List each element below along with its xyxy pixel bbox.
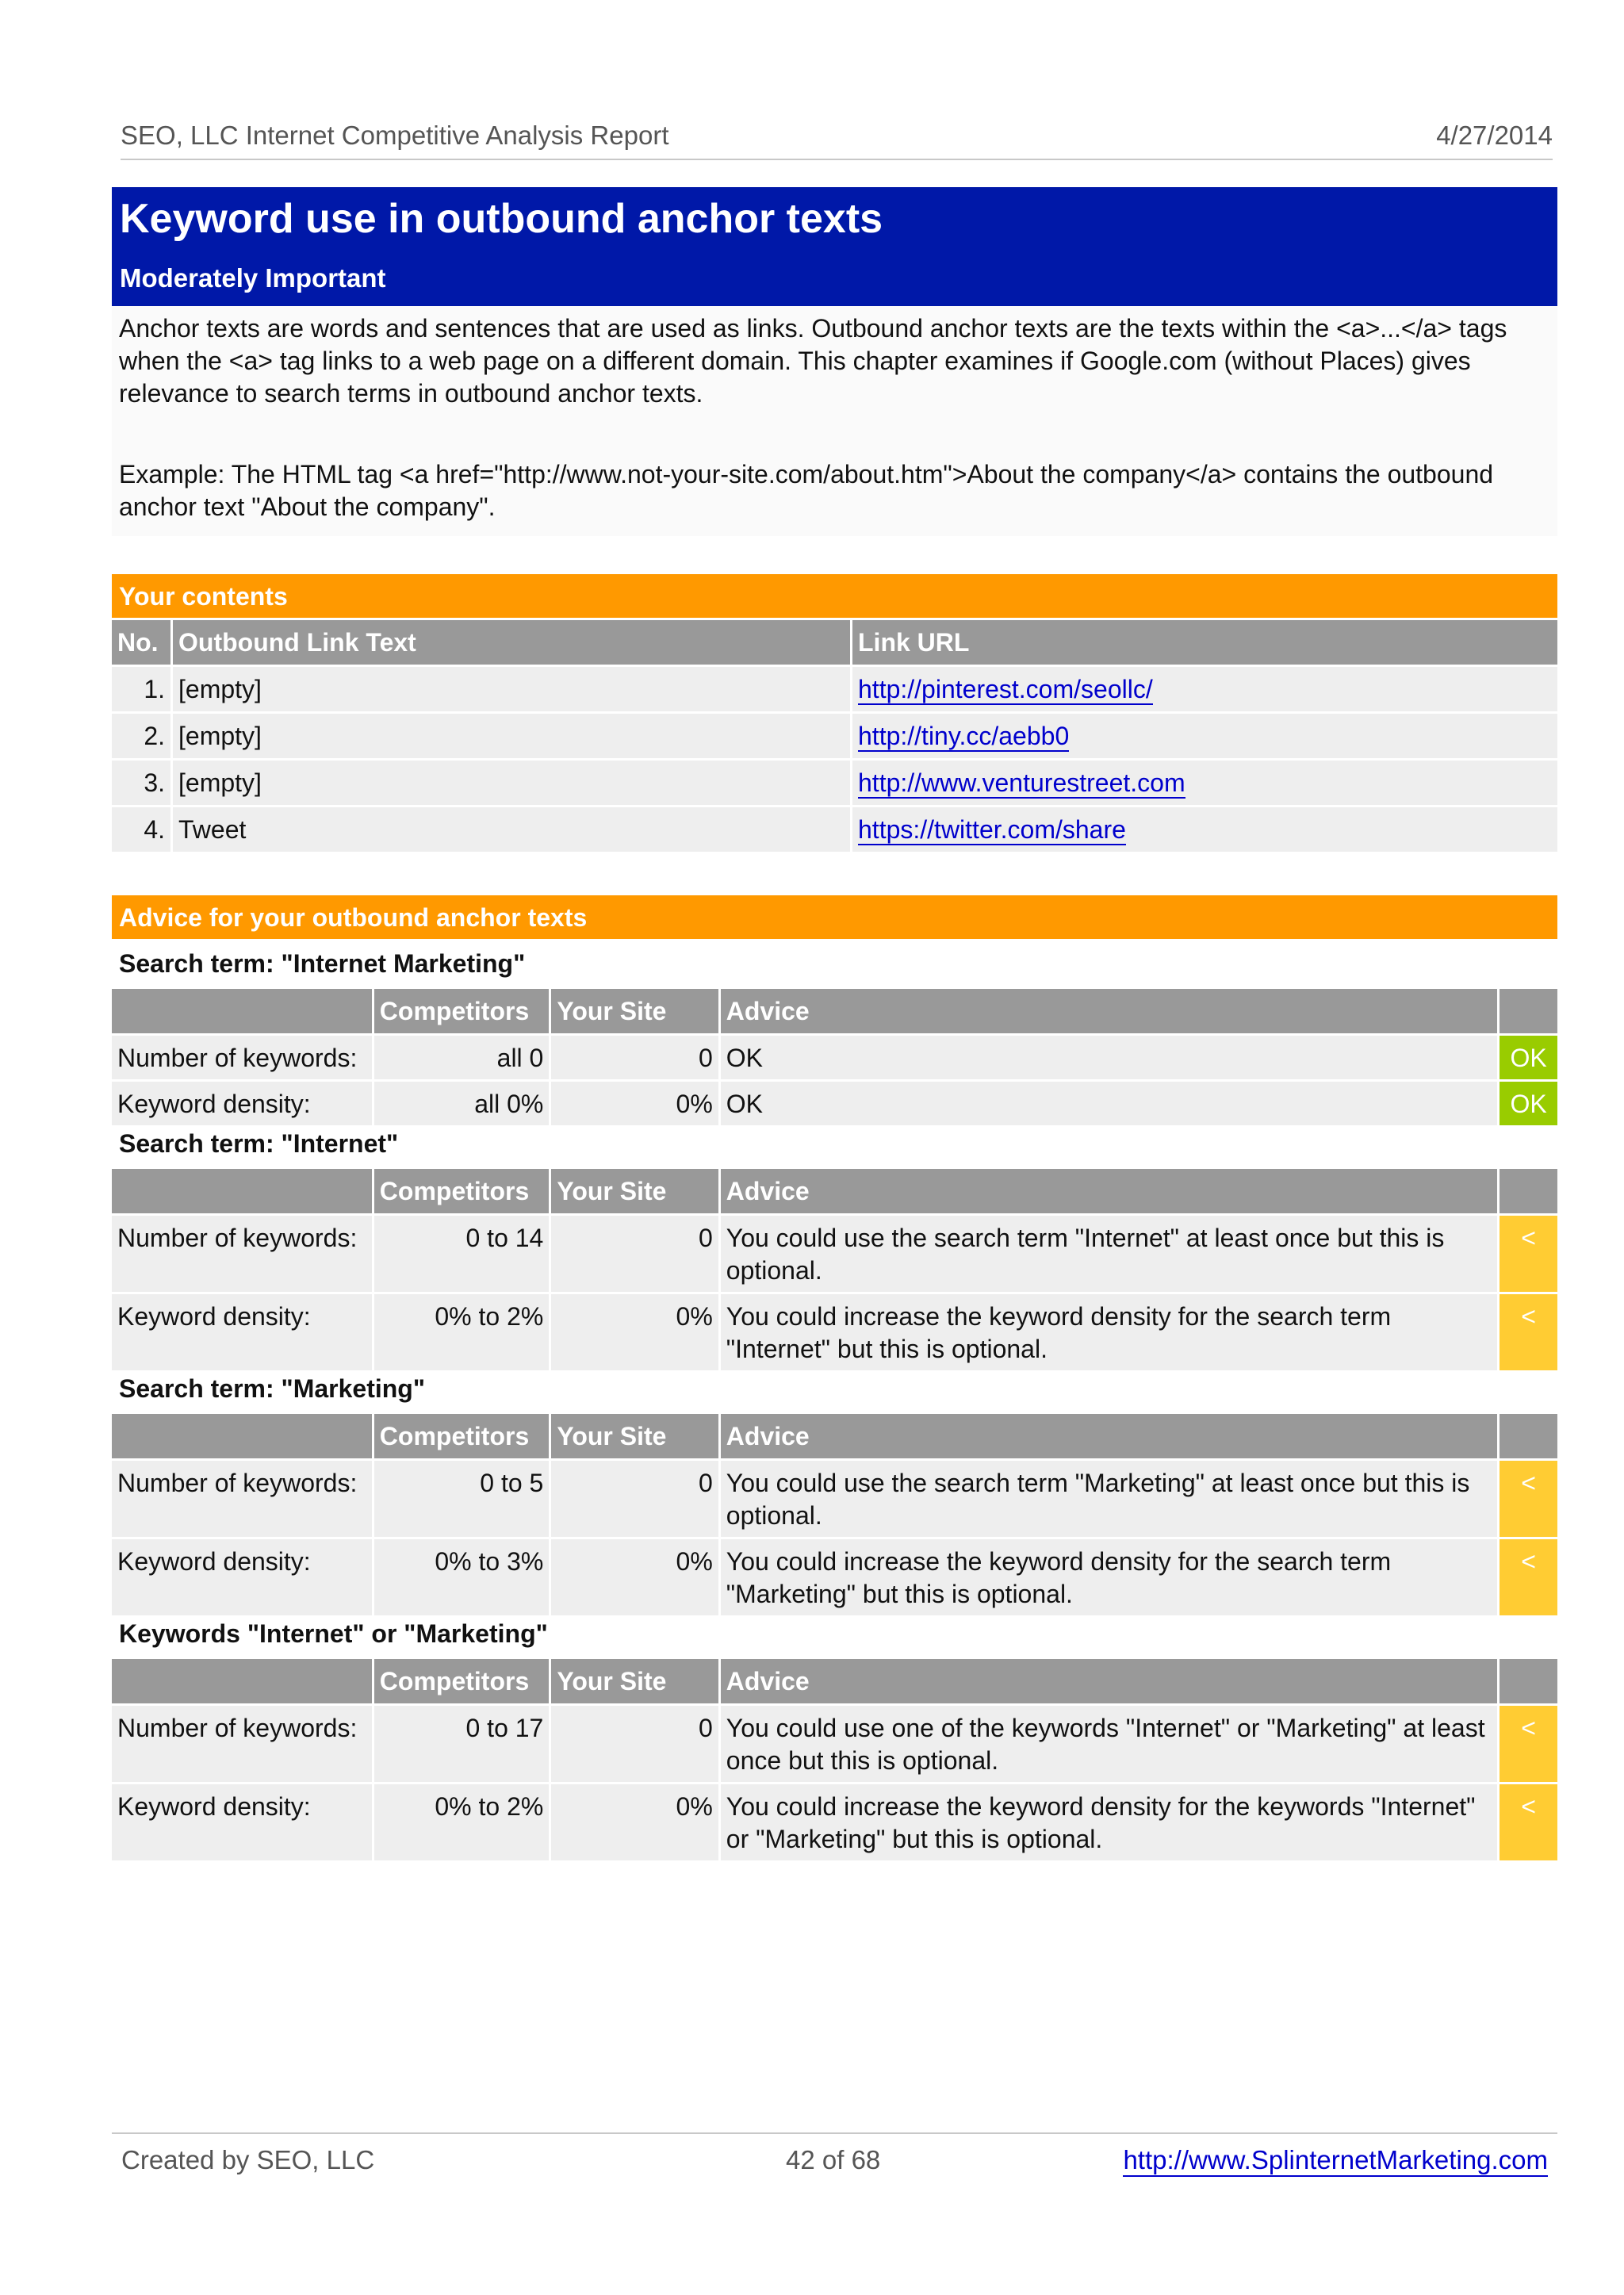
advice-text: You could use one of the keywords "Internet" or "Marketing" at least once but this is optional.: [721, 1706, 1497, 1782]
blank-header: [112, 1414, 372, 1458]
intro-block: [112, 306, 1557, 536]
table-row: [112, 714, 1557, 758]
col-advice: Advice: [721, 1414, 1497, 1458]
status-badge: <: [1500, 1539, 1557, 1615]
table-row: [112, 1082, 1557, 1125]
status-badge: OK: [1500, 1036, 1557, 1079]
table-row: [112, 1784, 1557, 1860]
table-row: [112, 1539, 1557, 1615]
status-badge: <: [1500, 1294, 1557, 1370]
status-badge: OK: [1500, 1082, 1557, 1125]
col-competitors: Competitors: [374, 1414, 550, 1458]
advice-table: [109, 1412, 1560, 1618]
row-number: 1.: [112, 667, 170, 711]
search-term-label: Search term: "Marketing": [119, 1374, 426, 1403]
page-number: 42 of 68: [786, 2145, 881, 2174]
col-competitors: Competitors: [374, 989, 550, 1033]
advice-heading: [112, 895, 1557, 939]
your-site-value: 0%: [551, 1082, 718, 1125]
your-contents-heading-text: Your contents: [119, 582, 288, 611]
blank-header: [1500, 1414, 1557, 1458]
your-contents-heading: [112, 574, 1557, 618]
intro-paragraph: Anchor texts are words and sentences that are used as links. Outbound anchor texts are the texts within the <a>...</a> tags when the <a> tag links to a web page on a different domain. This chapter examines if Google.com (without Places) gives relevance to search terms in outbound anchor texts.: [119, 314, 1507, 408]
competitors-value: 0 to 14: [374, 1216, 550, 1292]
metric-label: Number of keywords:: [112, 1216, 372, 1292]
metric-label: Keyword density:: [112, 1082, 372, 1125]
section-title-block: [112, 187, 1557, 306]
contents-header-row: [112, 620, 1557, 665]
link-url[interactable]: http://www.venturestreet.com: [858, 768, 1185, 797]
your-site-value: 0%: [551, 1539, 718, 1615]
blank-header: [1500, 989, 1557, 1033]
advice-table: [109, 1657, 1560, 1863]
metric-label: Number of keywords:: [112, 1461, 372, 1537]
link-text: [empty]: [173, 714, 850, 758]
table-row: [112, 1706, 1557, 1782]
col-your-site: Your Site: [551, 989, 718, 1033]
search-term-label: Keywords "Internet" or "Marketing": [119, 1619, 548, 1648]
col-advice: Advice: [721, 1659, 1497, 1703]
table-row: [112, 807, 1557, 852]
metric-label: Keyword density:: [112, 1294, 372, 1370]
competitors-value: 0% to 3%: [374, 1539, 550, 1615]
report-date: 4/27/2014: [1436, 121, 1553, 150]
col-competitors: Competitors: [374, 1169, 550, 1213]
advice-text: OK: [721, 1082, 1497, 1125]
search-term-label: Search term: "Internet": [119, 1129, 399, 1158]
col-your-site: Your Site: [551, 1414, 718, 1458]
advice-text: OK: [721, 1036, 1497, 1079]
page-header: [121, 117, 1553, 160]
col-advice: Advice: [721, 989, 1497, 1033]
advice-text: You could use the search term "Internet" at least once but this is optional.: [721, 1216, 1497, 1292]
competitors-value: 0% to 2%: [374, 1294, 550, 1370]
table-row: [112, 1036, 1557, 1079]
col-link-url: Link URL: [852, 620, 1557, 665]
link-text: [empty]: [173, 761, 850, 805]
table-row: [112, 1461, 1557, 1537]
row-number: 2.: [112, 714, 170, 758]
metric-label: Keyword density:: [112, 1539, 372, 1615]
table-row: [112, 1216, 1557, 1292]
your-site-value: 0: [551, 1706, 718, 1782]
link-url[interactable]: https://twitter.com/share: [858, 814, 1126, 844]
col-your-site: Your Site: [551, 1169, 718, 1213]
status-badge: <: [1500, 1706, 1557, 1782]
col-link-text: Outbound Link Text: [173, 620, 850, 665]
page-footer: [112, 2132, 1557, 2182]
status-badge: <: [1500, 1461, 1557, 1537]
col-advice: Advice: [721, 1169, 1497, 1213]
contents-table: [109, 618, 1560, 854]
col-competitors: Competitors: [374, 1659, 550, 1703]
blank-header: [1500, 1659, 1557, 1703]
competitors-value: all 0%: [374, 1082, 550, 1125]
footer-website-link[interactable]: http://www.SplinternetMarketing.com: [1123, 2145, 1548, 2177]
col-your-site: Your Site: [551, 1659, 718, 1703]
advice-table: [109, 987, 1560, 1128]
advice-text: You could use the search term "Marketing" at least once but this is optional.: [721, 1461, 1497, 1537]
blank-header: [112, 989, 372, 1033]
competitors-value: 0% to 2%: [374, 1784, 550, 1860]
your-site-value: 0%: [551, 1784, 718, 1860]
example-paragraph: Example: The HTML tag <a href="http://www.not-your-site.com/about.htm">About the company</a> contains the outbound anchor text "About the company".: [119, 460, 1494, 521]
link-url[interactable]: http://pinterest.com/seollc/: [858, 674, 1153, 703]
advice-text: You could increase the keyword density for the keywords "Internet" or "Marketing" but this is optional.: [721, 1784, 1497, 1860]
blank-header: [1500, 1169, 1557, 1213]
report-title: SEO, LLC Internet Competitive Analysis Report: [121, 121, 669, 150]
advice-heading-text: Advice for your outbound anchor texts: [119, 903, 588, 932]
row-number: 3.: [112, 761, 170, 805]
advice-table: [109, 1167, 1560, 1373]
footer-created-by: Created by SEO, LLC: [121, 2145, 375, 2174]
blank-header: [112, 1659, 372, 1703]
competitors-value: 0 to 17: [374, 1706, 550, 1782]
link-text: [empty]: [173, 667, 850, 711]
your-site-value: 0: [551, 1036, 718, 1079]
competitors-value: 0 to 5: [374, 1461, 550, 1537]
table-row: [112, 761, 1557, 805]
table-row: [112, 667, 1557, 711]
link-text: Tweet: [173, 807, 850, 852]
col-no: No.: [112, 620, 170, 665]
search-term-label: Search term: "Internet Marketing": [119, 949, 526, 978]
your-site-value: 0%: [551, 1294, 718, 1370]
status-badge: <: [1500, 1784, 1557, 1860]
link-url[interactable]: http://tiny.cc/aebb0: [858, 721, 1070, 750]
your-site-value: 0: [551, 1216, 718, 1292]
metric-label: Keyword density:: [112, 1784, 372, 1860]
table-row: [112, 1294, 1557, 1370]
advice-text: You could increase the keyword density for the search term "Marketing" but this is optional.: [721, 1539, 1497, 1615]
metric-label: Number of keywords:: [112, 1706, 372, 1782]
blank-header: [112, 1169, 372, 1213]
row-number: 4.: [112, 807, 170, 852]
advice-text: You could increase the keyword density for the search term "Internet" but this is optional.: [721, 1294, 1497, 1370]
importance-label: Moderately Important: [120, 263, 386, 293]
metric-label: Number of keywords:: [112, 1036, 372, 1079]
section-title: Keyword use in outbound anchor texts: [120, 196, 883, 242]
status-badge: <: [1500, 1216, 1557, 1292]
your-site-value: 0: [551, 1461, 718, 1537]
competitors-value: all 0: [374, 1036, 550, 1079]
